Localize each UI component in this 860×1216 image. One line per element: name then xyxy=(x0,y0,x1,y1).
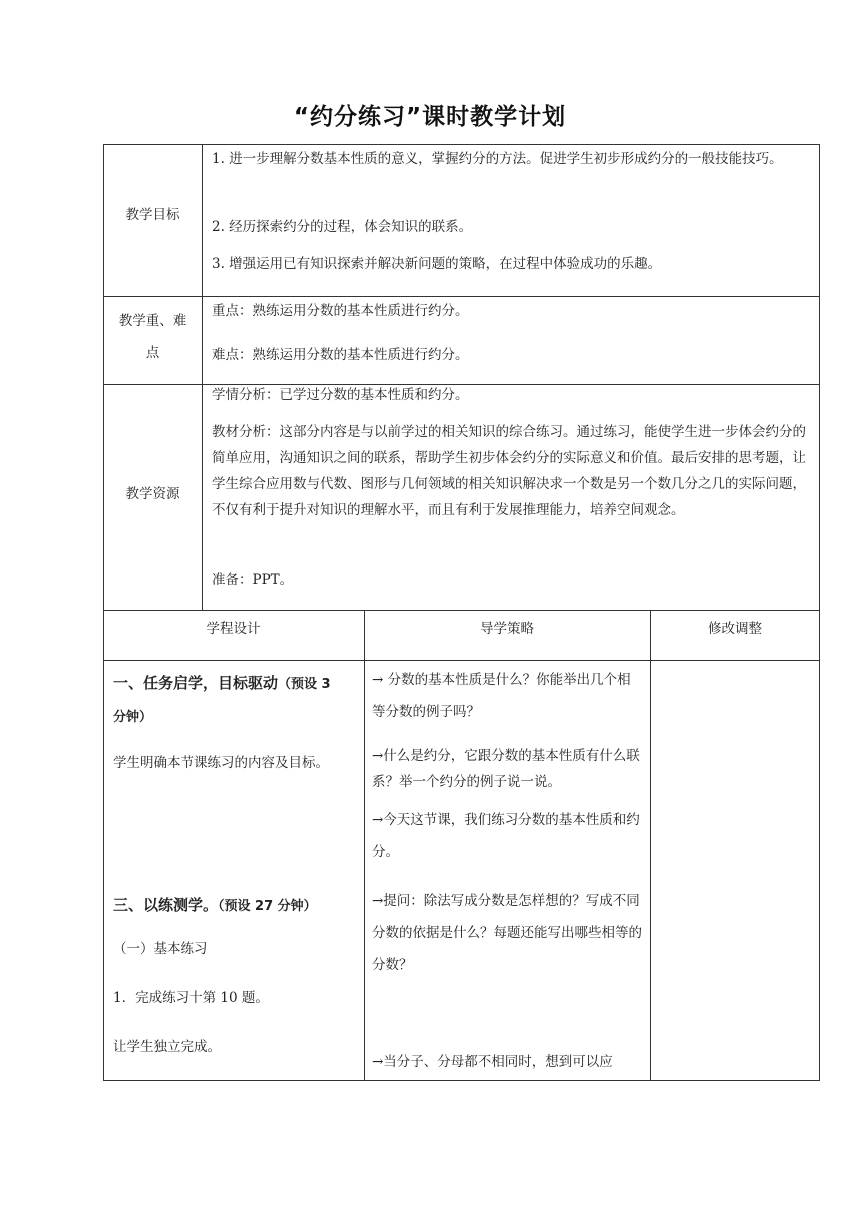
objective-1: 1. 进一步理解分数基本性质的意义，掌握约分的方法。促进学生初步形成约分的一般技能技巧。 xyxy=(212,151,783,167)
sub-basic-practice: （一）基本练习 xyxy=(113,941,208,957)
textbook-analysis: 教材分析：这部分内容是与以前学过的相关知识的综合练习。通过练习，能使学生进一步体会约分的简单应用，沟通知识之间的联系，帮助学生初步体会约分的实际意义和价值。最后安排的思考题，让学生综合应用数与代数、图形与几何领域的相关知识解决求一个数是另一个数几分之几的实际问题，不仅有利于提升对知识的理解水平，而且有利于发展推理能力，培养空间观念。 xyxy=(212,424,806,518)
difficult-point: 难点：熟练运用分数的基本性质进行约分。 xyxy=(212,347,469,363)
preparation: 准备：PPT。 xyxy=(212,572,294,588)
section1-note: 分钟） xyxy=(113,710,153,725)
column-adjust: 修改调整 xyxy=(708,621,762,637)
task-1-note: 让学生独立完成。 xyxy=(113,1039,221,1055)
student-analysis: 学情分析：已学过分数的基本性质和约分。 xyxy=(212,387,469,403)
page-title: “约分练习”课时教学计划 xyxy=(293,104,567,130)
task-1: 1．完成练习十第 10 题。 xyxy=(113,990,269,1006)
strategy-4: →提问：除法写成分数是怎样想的？写成不同分数的依据是什么？每题还能写出哪些相等的分数？ xyxy=(372,893,642,973)
column-design: 学程设计 xyxy=(206,621,261,637)
objectives-label: 教学目标 xyxy=(125,207,180,223)
objective-3: 3. 增强运用已有知识探索并解决新问题的策略，在过程中体验成功的乐趣。 xyxy=(212,256,662,272)
strategy-2: →什么是约分，它跟分数的基本性质有什么联系？举一个约分的例子说一说。 xyxy=(372,748,640,790)
resources-label: 教学资源 xyxy=(125,486,180,502)
section1-title: 一、任务启学，目标驱动（预设 3 xyxy=(113,674,331,692)
section1-text: 学生明确本节课练习的内容及目标。 xyxy=(113,755,329,771)
key-points-label-1: 教学重、难 xyxy=(118,313,187,329)
strategy-3: →今天这节课，我们练习分数的基本性质和约分。 xyxy=(372,812,640,860)
column-strategy: 导学策略 xyxy=(480,621,534,637)
objective-2: 2. 经历探索约分的过程，体会知识的联系。 xyxy=(212,219,473,235)
key-point: 重点：熟练运用分数的基本性质进行约分。 xyxy=(212,303,469,319)
section3-title: 三、以练测学。（预设 27 分钟） xyxy=(113,896,317,914)
strategy-1: → 分数的基本性质是什么？你能举出几个相等分数的例子吗？ xyxy=(372,672,631,720)
strategy-5: →当分子、分母都不相同时，想到可以应 xyxy=(372,1054,613,1070)
key-points-label-2: 点 xyxy=(145,345,160,361)
